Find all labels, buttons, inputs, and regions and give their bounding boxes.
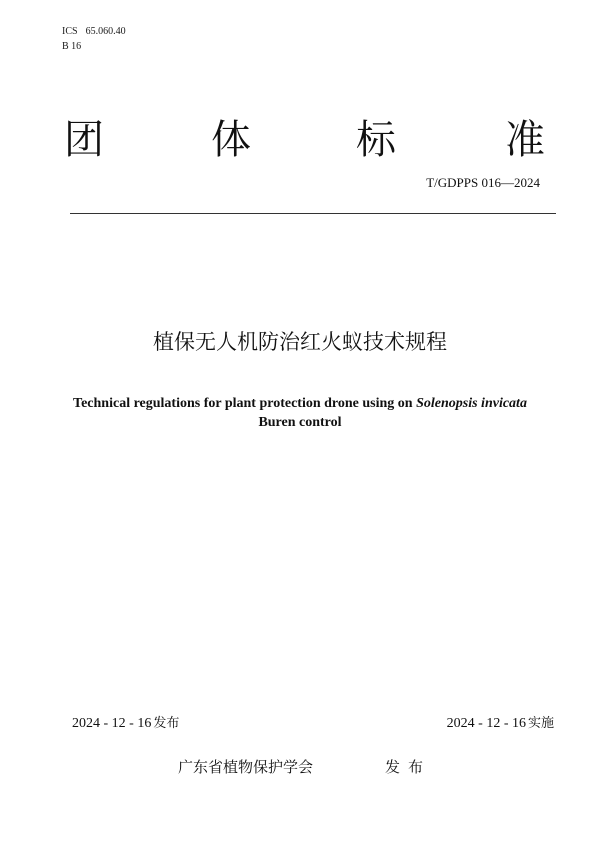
publish-label: 发布 [385,758,432,776]
title-char-3: 标 [356,117,396,163]
standard-number: T/GDPPS 016—2024 [426,175,540,190]
title-char-2: 体 [211,117,251,163]
header-divider [70,213,556,214]
document-title-zh: 植保无人机防治红火蚁技术规程 [153,330,447,354]
title-en-species: Solenopsis invicata [416,396,527,411]
implement-label: 实施 [527,716,554,731]
ics-code: 65.060.40 [85,26,126,37]
ics-label: ICS [62,26,78,37]
implement-date: 2024 - 12 - 16 [446,716,526,731]
implement-date-line [447,715,554,733]
issue-date-line [72,715,179,733]
title-char-4: 准 [505,117,545,163]
document-title-en [40,394,560,432]
ccs-code: B 16 [62,41,82,52]
issue-date: 2024 - 12 - 16 [72,716,152,731]
issue-label: 发布 [153,716,180,731]
ics-line [62,25,126,38]
title-char-1: 团 [64,117,104,163]
publisher-name: 广东省植物保护学会 [178,758,314,776]
title-en-part1: Technical regulations for plant protection drone using on [73,396,417,411]
title-en-part2: Buren control [258,415,342,430]
